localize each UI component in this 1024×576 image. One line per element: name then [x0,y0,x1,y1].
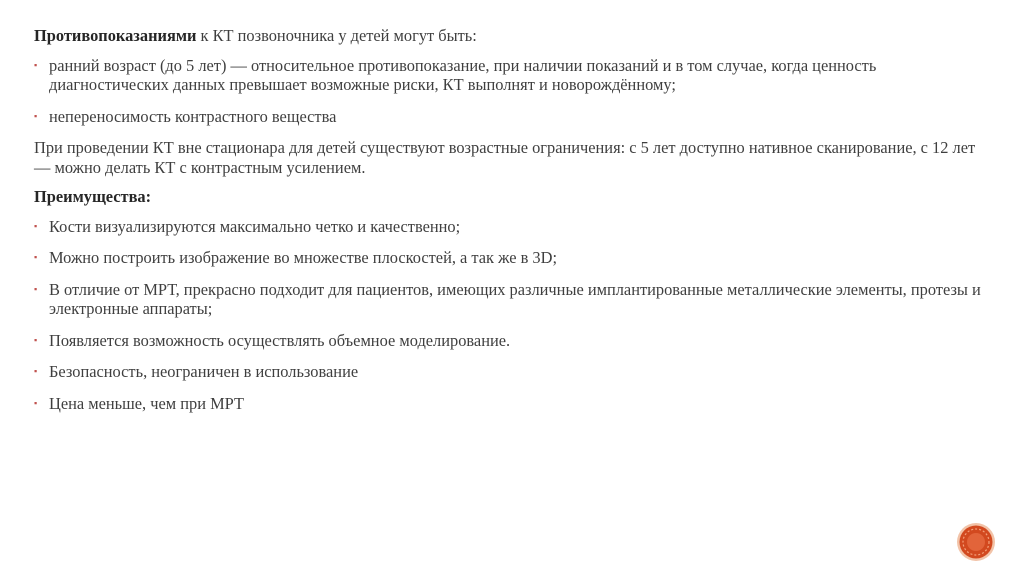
bullet-marker: ▪ [34,366,38,376]
list-item [34,394,984,414]
list-item [34,217,984,237]
bullet-marker: ▪ [34,283,38,294]
list-item [34,280,984,319]
outpatient-paragraph: При проведении КТ вне стационара для детей существуют возрастные ограничения: с 5 лет доступно нативное сканирование, с 12 лет — можно делать КТ с контрастным усилением. [34,138,976,177]
bullet-marker: ▪ [34,397,38,408]
orange-circle-logo-icon [956,522,996,562]
advantage-item-3: В отличие от МРТ, прекрасно подходит для пациентов, имеющих различные имплантированные металлические элементы, протезы и электронные аппараты; [49,279,981,318]
contra-item-2: непереносимость контрастного вещества [49,106,337,126]
advantage-item-4: Появляется возможность осуществлять объемное моделирование. [49,330,511,350]
bullet-marker: ▪ [34,59,38,70]
bullet-marker: ▪ [34,252,38,262]
advantages-title: Преимущества: [34,187,152,206]
advantage-item-2: Можно построить изображение во множестве плоскостей, а так же в 3D; [49,248,558,267]
bullet-marker: ▪ [34,220,38,231]
list-item [34,248,984,268]
advantages-heading [34,187,984,207]
list-item [34,362,984,382]
advantage-item-5: Безопасность, неограничен в использование [49,362,359,381]
intro-rest: к КТ позвоночника у детей могут быть: [196,26,477,45]
advantage-item-1: Кости визуализируются максимально четко и качественно; [49,216,461,236]
bullet-marker: ▪ [34,110,38,121]
slide-content [34,26,984,425]
bullet-marker: ▪ [34,334,38,345]
intro-bold: Противопоказаниями [34,26,197,45]
contra-item-1: ранний возраст (до 5 лет) — относительное противопоказание, при наличии показаний и в том случае, когда ценность диагностических данных превышает возможные риски, КТ выполнят и новорождённому; [49,55,877,94]
list-item [34,107,984,127]
intro-line [34,26,984,46]
list-item [34,331,984,351]
advantage-item-6: Цена меньше, чем при МРТ [49,393,244,413]
list-item [34,56,984,95]
